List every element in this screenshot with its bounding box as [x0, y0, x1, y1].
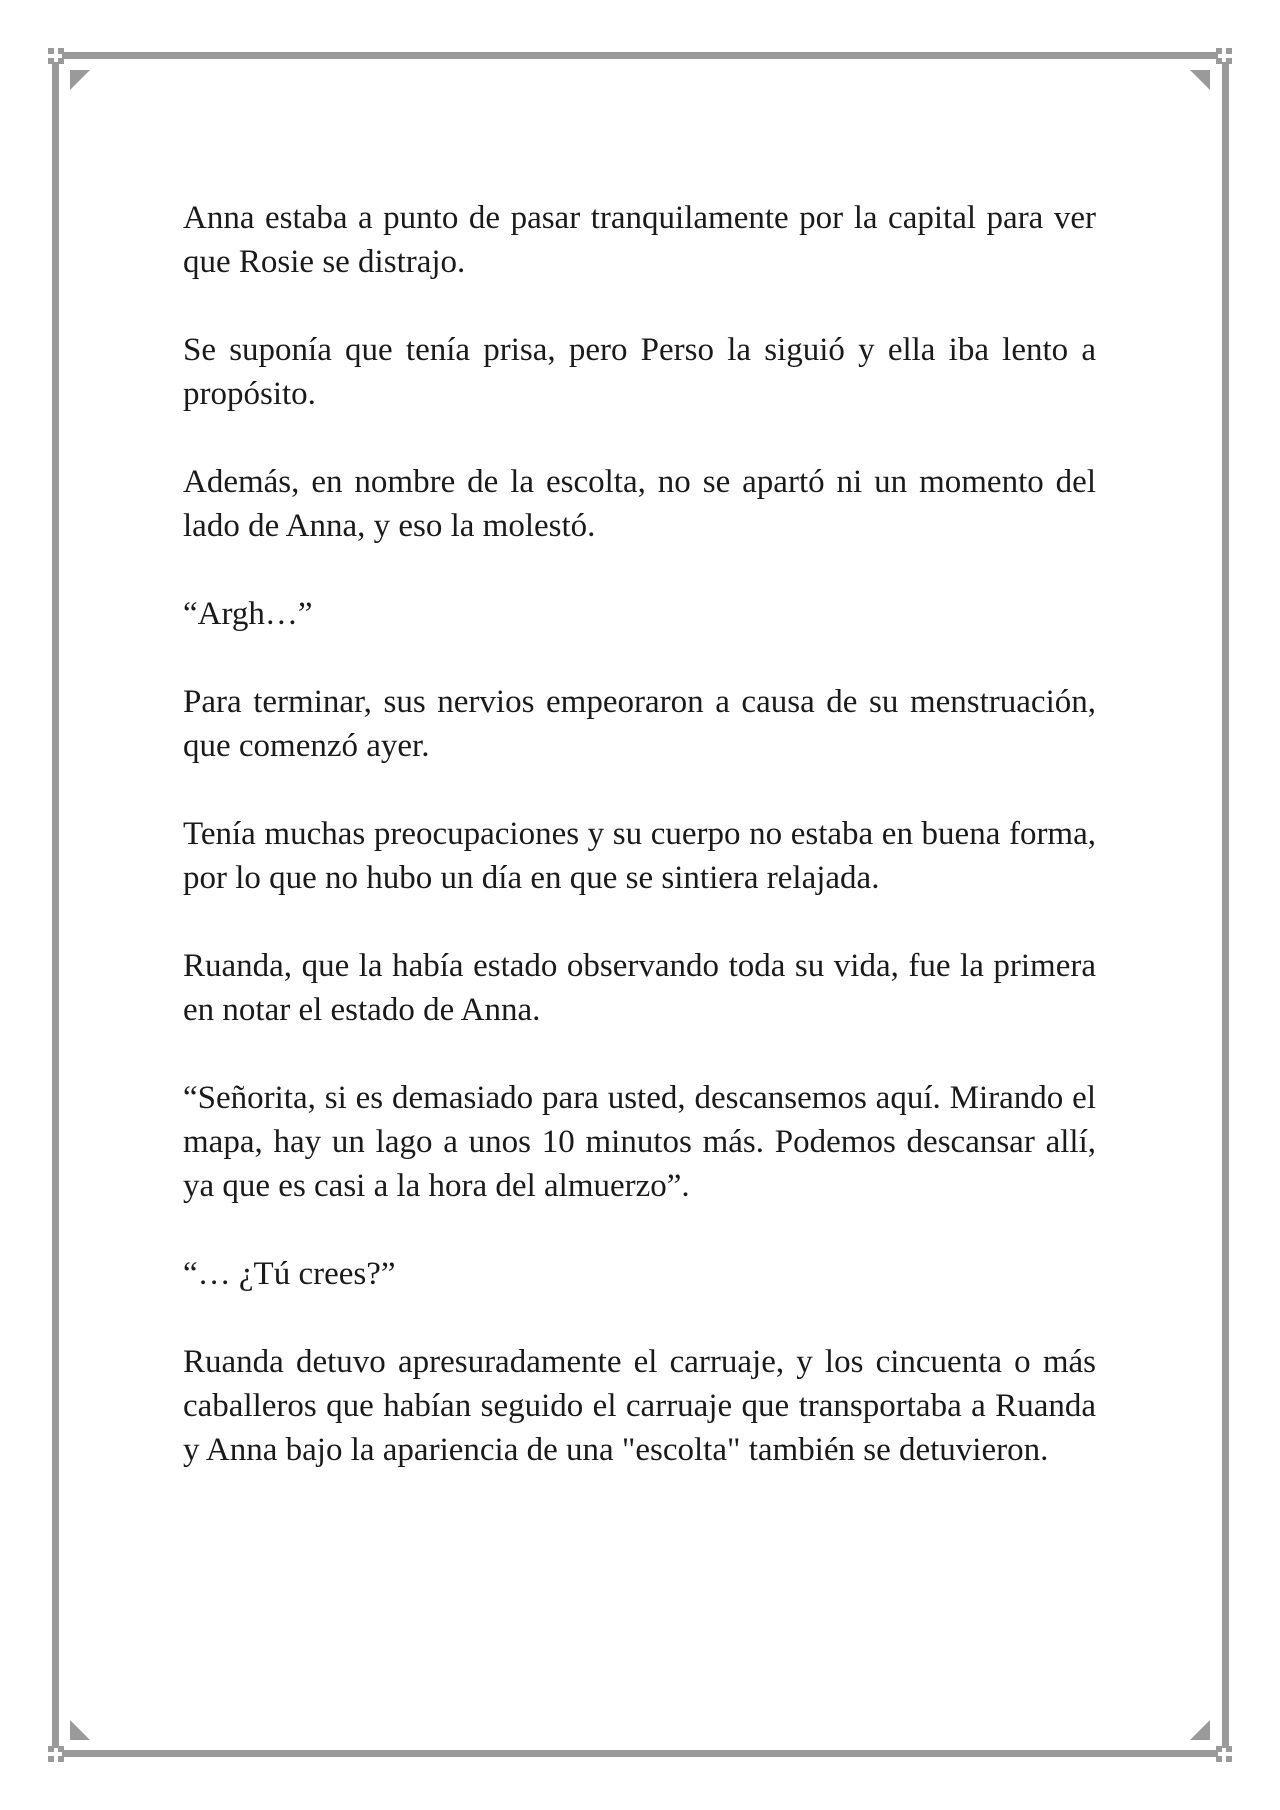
corner-triangle-bottom-right — [1190, 1720, 1210, 1740]
corner-ornament-top-right — [1216, 48, 1232, 64]
page-text — [183, 196, 1096, 1516]
dialogue-line: “… ¿Tú crees?” — [183, 1256, 396, 1292]
border-right-line — [1222, 62, 1229, 1748]
dialogue-line: “Argh…” — [183, 596, 313, 632]
corner-triangle-bottom-left — [70, 1720, 90, 1740]
paragraph: Tenía muchas preocupaciones y su cuerpo no estaba en buena forma, por lo que no hubo un día en que se sintiera relajada. — [183, 816, 1096, 896]
paragraph: Además, en nombre de la escolta, no se apartó ni un momento del lado de Anna, y eso la molestó. — [183, 464, 1096, 544]
corner-ornament-top-left — [48, 48, 64, 64]
paragraph: Se suponía que tenía prisa, pero Perso la siguió y ella iba lento a propósito. — [183, 332, 1096, 412]
border-bottom-line — [62, 1750, 1218, 1757]
paragraph: Para terminar, sus nervios empeoraron a causa de su menstruación, que comenzó ayer. — [183, 684, 1096, 764]
paragraph: Ruanda detuvo apresuradamente el carruaje, y los cincuenta o más caballeros que habían seguido el carruaje que transportaba a Ruanda y Anna bajo la apariencia de una "escolta" también se detuvieron. — [183, 1344, 1096, 1468]
border-left-line — [52, 62, 59, 1748]
corner-triangle-top-right — [1190, 70, 1210, 90]
corner-ornament-bottom-left — [48, 1746, 64, 1762]
corner-ornament-bottom-right — [1216, 1746, 1232, 1762]
corner-triangle-top-left — [70, 70, 90, 90]
dialogue-paragraph: “Señorita, si es demasiado para usted, descansemos aquí. Mirando el mapa, hay un lago a unos 10 minutos más. Podemos descansar allí, ya que es casi a la hora del almuerzo”. — [183, 1080, 1096, 1204]
border-top-line — [62, 52, 1218, 59]
paragraph: Ruanda, que la había estado observando toda su vida, fue la primera en notar el estado de Anna. — [183, 948, 1096, 1028]
paragraph: Anna estaba a punto de pasar tranquilamente por la capital para ver que Rosie se distrajo. — [183, 200, 1096, 280]
